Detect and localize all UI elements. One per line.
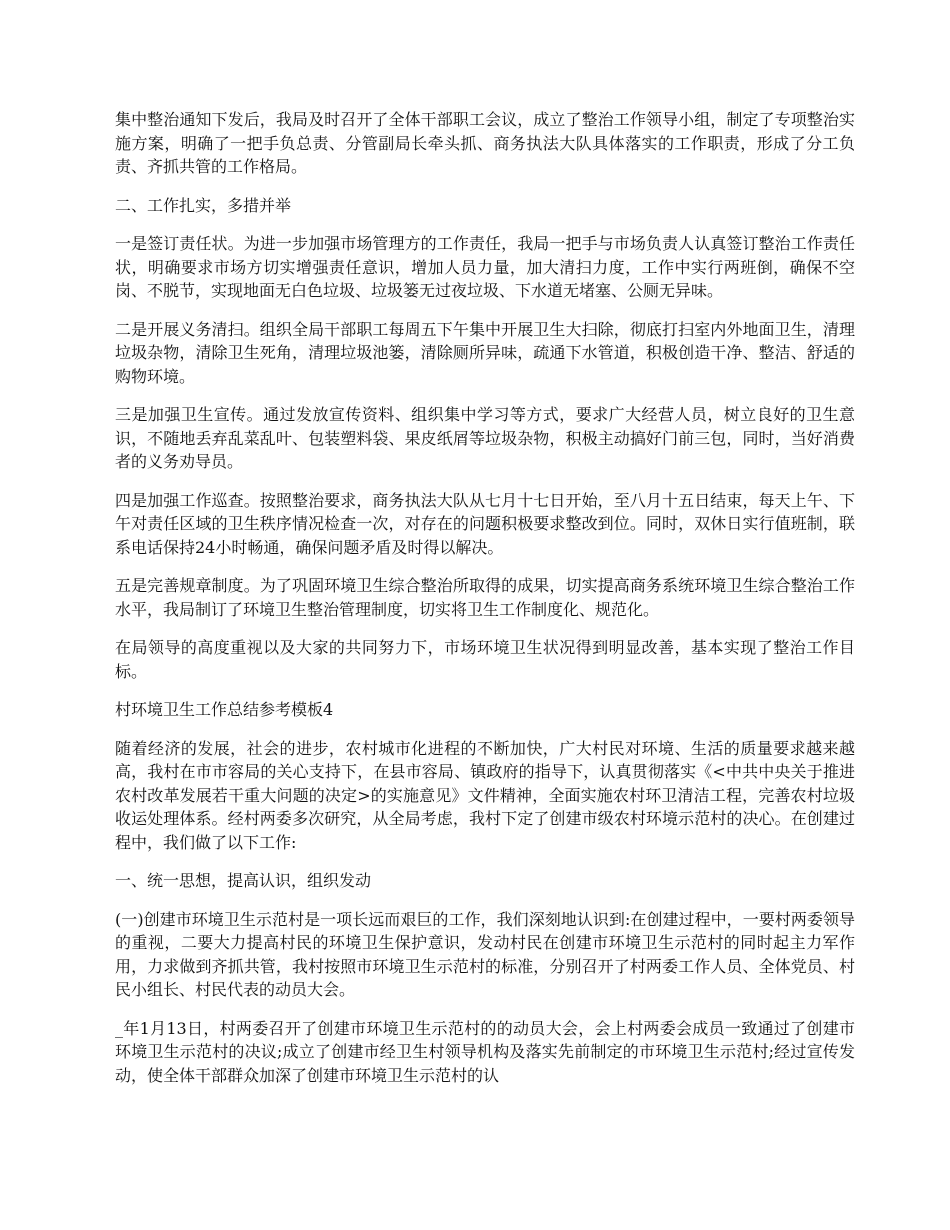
paragraph-meeting: _年1月13日，村两委召开了创建市环境卫生示范村的的动员大会，会上村两委会成员一致通过了创建市环境卫生示范村的决议;成立了创建市经卫生村领导机构及落实先前制定的市环境卫生示范村;经过宣传发动，使全体干部群众加深了创建市环境卫生示范村的认: [115, 1018, 855, 1085]
paragraph-intro: 集中整治通知下发后，我局及时召开了全体干部职工会议，成立了整治工作领导小组，制定了专项整治实施方案，明确了一把手负总责、分管副局长牵头抓、商务执法大队具体落实的工作职责，形成了分工负责、齐抓共管的工作格局。: [115, 110, 855, 176]
paragraph-background: 随着经济的发展，社会的进步，农村城市化进程的不断加快，广大村民对环境、生活的质量要求越来越高，我村在市市容局的关心支持下，在县市容局、镇政府的指导下，认真贯彻落实《<中共中央关于推进农村改革发展若干重大问题的决定>的实施意见》文件精神，全面实施农村环卫清洁工程，完善农村垃圾收运处理体系。经村两委多次研究，从全局考虑，我村下定了创建市级农村环境示范村的决心。在创建过程中，我们做了以下工作:: [115, 738, 855, 852]
paragraph-item-2: 二是开展义务清扫。组织全局干部职工每周五下午集中开展卫生大扫除，彻底打扫室内外地面卫生，清理垃圾杂物，清除卫生死角，清理垃圾池篓，清除厕所异味，疏通下水管道，积极创造干净、整洁、舒适的购物环境。: [115, 319, 855, 386]
template-title-4: 村环境卫生工作总结参考模板4: [115, 700, 334, 719]
paragraph-subsection-1: (一)创建市环境卫生示范村是一项长远而艰巨的工作，我们深刻地认识到:在创建过程中，一要村两委领导的重视，二要大力提高村民的环境卫生保护意识，发动村民在创建市环境卫生示范村的同时起主力军作用，力求做到齐抓共管，我村按照市环境卫生示范村的标准，分别召开了村两委工作人员、全体党员、村民小组长、村民代表的动员大会。: [115, 909, 855, 999]
paragraph-item-3: 三是加强卫生宣传。通过发放宣传资料、组织集中学习等方式，要求广大经营人员，树立良好的卫生意识，不随地丢弃乱菜乱叶、包装塑料袋、果皮纸屑等垃圾杂物，积极主动搞好门前三包，同时，当好消费者的义务劝导员。: [115, 405, 855, 471]
section-heading-2: 二、工作扎实，多措并举: [115, 195, 292, 215]
document-page: [115, 108, 855, 1102]
paragraph-conclusion: 在局领导的高度重视以及大家的共同努力下，市场环境卫生状况得到明显改善，基本实现了整治工作目标。: [115, 638, 855, 681]
paragraph-item-1: 一是签订责任状。为进一步加强市场管理方的工作责任，我局一把手与市场负责人认真签订整治工作责任状，明确要求市场方切实增强责任意识，增加人员力量，加大清扫力度，工作中实行两班倒，确保不空岗、不脱节，实现地面无白色垃圾、垃圾篓无过夜垃圾、下水道无堵塞、公厕无异味。: [115, 234, 855, 300]
paragraph-item-4: 四是加强工作巡查。按照整治要求，商务执法大队从七月十七日开始，至八月十五日结束，每天上午、下午对责任区域的卫生秩序情况检查一次，对存在的问题积极要求整改到位。同时，双休日实行值班制，联系电话保持24小时畅通，确保问题矛盾及时得以解决。: [115, 490, 855, 557]
paragraph-item-5: 五是完善规章制度。为了巩固环境卫生综合整治所取得的成果，切实提高商务系统环境卫生综合整治工作水平，我局制订了环境卫生整治管理制度，切实将卫生工作制度化、规范化。: [115, 576, 855, 619]
section-heading-1: 一、统一思想，提高认识，组织发动: [115, 871, 372, 890]
